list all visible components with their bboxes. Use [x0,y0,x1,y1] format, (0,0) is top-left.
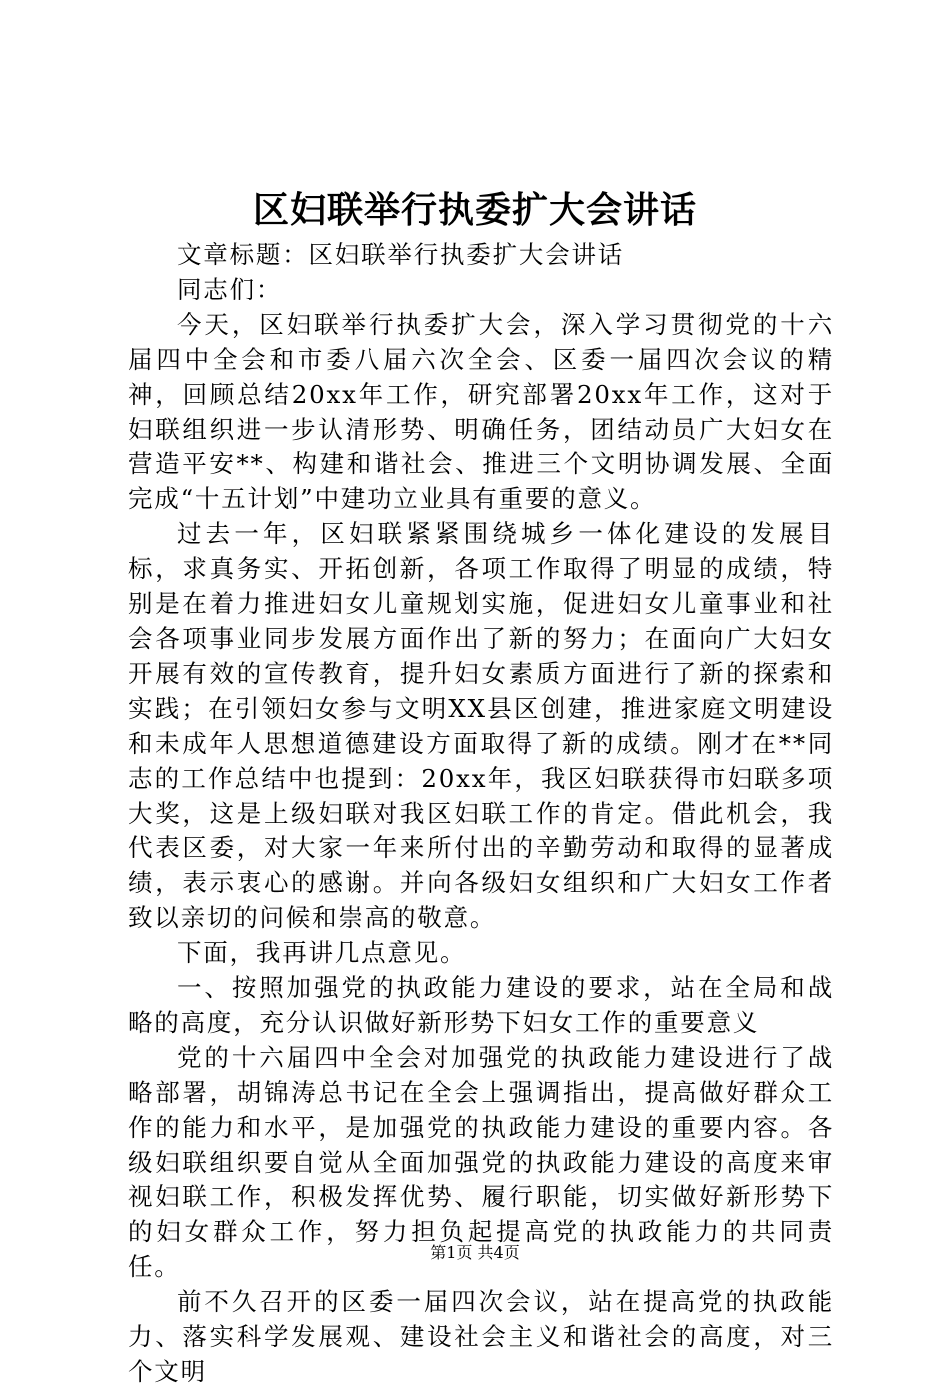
paragraph-opening: 今天，区妇联举行执委扩大会，深入学习贯彻党的十六届四中全会和市委八届六次全会、区委一届四次会议的精神，回顾总结20xx年工作，研究部署20xx年工作，这对于妇联组织进一步认清形势、明确任务，团结动员广大妇女在营造平安**、构建和谐社会、推进三个文明协调发展、全面完成“十五计划”中建功立业具有重要的意义。 [128,309,834,514]
paragraph-article-title: 文章标题：区妇联举行执委扩大会讲话 [177,240,625,269]
paragraph-salutation: 同志们： [177,274,283,304]
paragraph-review: 过去一年，区妇联紧紧围绕城乡一体化建设的发展目标，求真务实、开拓创新，各项工作取得了明显的成绩，特别是在着力推进妇女儿童规划实施，促进妇女儿童事业和社会各项事业同步发展方面作出了新的努力；在面向广大妇女开展有效的宣传教育，提升妇女素质方面进行了新的探索和实践；在引领妇女参与文明XX县区创建，推进家庭文明建设和未成年人思想道德建设方面取得了新的成绩。刚才在**同志的工作总结中也提到：20xx年，我区妇联获得市妇联多项大奖，这是上级妇联对我区妇联工作的肯定。借此机会，我代表区委，对大家一年来所付出的辛勤劳动和取得的显著成绩，表示衷心的感谢。并向各级妇女组织和广大妇女工作者致以亲切的问候和崇高的敬意。 [128,519,834,933]
paragraph-section-heading-1: 一、按照加强党的执政能力建设的要求，站在全局和战略的高度，充分认识做好新形势下妇女工作的重要意义 [128,973,834,1037]
page-number-footer: 第1页 共4页 [430,1243,520,1262]
paragraph-party-deployment: 党的十六届四中全会对加强党的执政能力建设进行了战略部署，胡锦涛总书记在全会上强调指出，提高做好群众工作的能力和水平，是加强党的执政能力建设的重要内容。各级妇联组织要自觉从全面加强党的执政能力建设的高度来审视妇联工作，积极发挥优势、履行职能，切实做好新形势下的妇女群众工作，努力担负起提高党的执政能力的共同责任。 [128,1042,834,1282]
paragraph-district-meeting: 前不久召开的区委一届四次会议，站在提高党的执政能力、落实科学发展观、建设社会主义和谐社会的高度，对三个文明 [128,1287,834,1386]
paragraph-transition: 下面，我再讲几点意见。 [177,938,467,968]
document-title: 区妇联举行执委扩大会讲话 [252,189,697,231]
document-body [128,238,834,1390]
